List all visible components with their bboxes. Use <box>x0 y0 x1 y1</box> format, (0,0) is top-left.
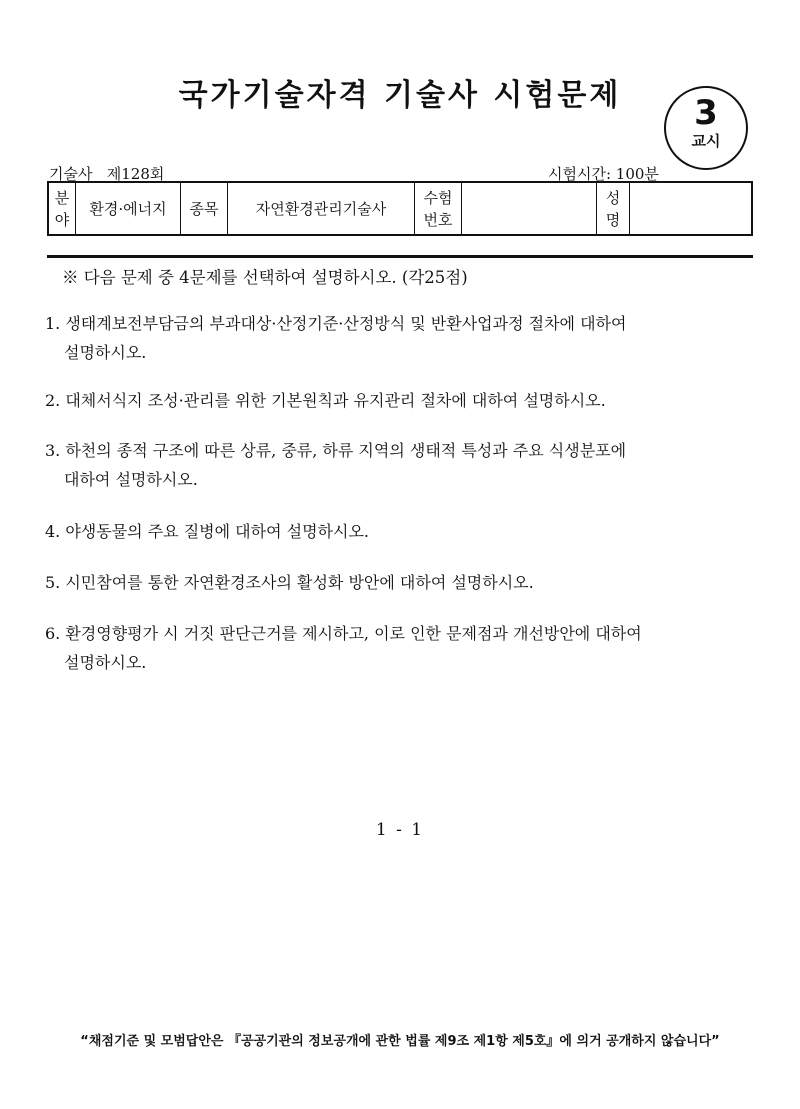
field-value: 환경·에너지 <box>76 182 181 235</box>
session-label: 교시 <box>691 132 721 150</box>
session-badge <box>664 86 748 170</box>
question-5: 5. 시민참여를 통한 자연환경조사의 활성화 방안에 대하여 설명하시오. <box>45 573 534 592</box>
field-label: 분 야 <box>48 182 76 235</box>
page-number: 1 - 1 <box>375 820 425 840</box>
question-3: 3. 하천의 종적 구조에 따른 상류, 중류, 하류 지역의 생태적 특성과 주요 식생분포에 대하여 설명하시오. <box>45 441 627 489</box>
exam-round: 기술사 제128회 <box>49 165 165 183</box>
exam-time: 시험시간: 100분 <box>548 165 659 183</box>
category-label: 종목 <box>181 182 228 235</box>
question-2: 2. 대체서식지 조성·관리를 위한 기본원칙과 유지관리 절차에 대하여 설명하시오. <box>45 391 606 410</box>
exam-number-label: 수험 번호 <box>415 182 462 235</box>
question-6: 6. 환경영향평가 시 거짓 판단근거를 제시하고, 이로 인한 문제점과 개선방안에 대하여 설명하시오. <box>45 624 642 672</box>
divider <box>47 255 753 258</box>
question-4: 4. 야생동물의 주요 질병에 대하여 설명하시오. <box>45 522 369 541</box>
question-1: 1. 생태계보전부담금의 부과대상·산정기준·산정방식 및 반환사업과정 절차에 대하여 설명하시오. <box>45 314 627 362</box>
exam-info-table <box>47 181 753 236</box>
footer-notice: “채점기준 및 모범답안은 『공공기관의 정보공개에 관한 법률 제9조 제1항 제5호』에 의거 공개하지 않습니다” <box>80 1034 720 1049</box>
exam-number-field[interactable] <box>462 182 597 235</box>
session-number: 3 <box>694 93 718 133</box>
category-value: 자연환경관리기술사 <box>228 182 415 235</box>
instruction: ※ 다음 문제 중 4문제를 선택하여 설명하시오. (각25점) <box>62 268 468 287</box>
name-label: 성 명 <box>597 182 630 235</box>
page-title: 국가기술자격 기술사 시험문제 <box>178 78 622 113</box>
name-field[interactable] <box>630 182 753 235</box>
